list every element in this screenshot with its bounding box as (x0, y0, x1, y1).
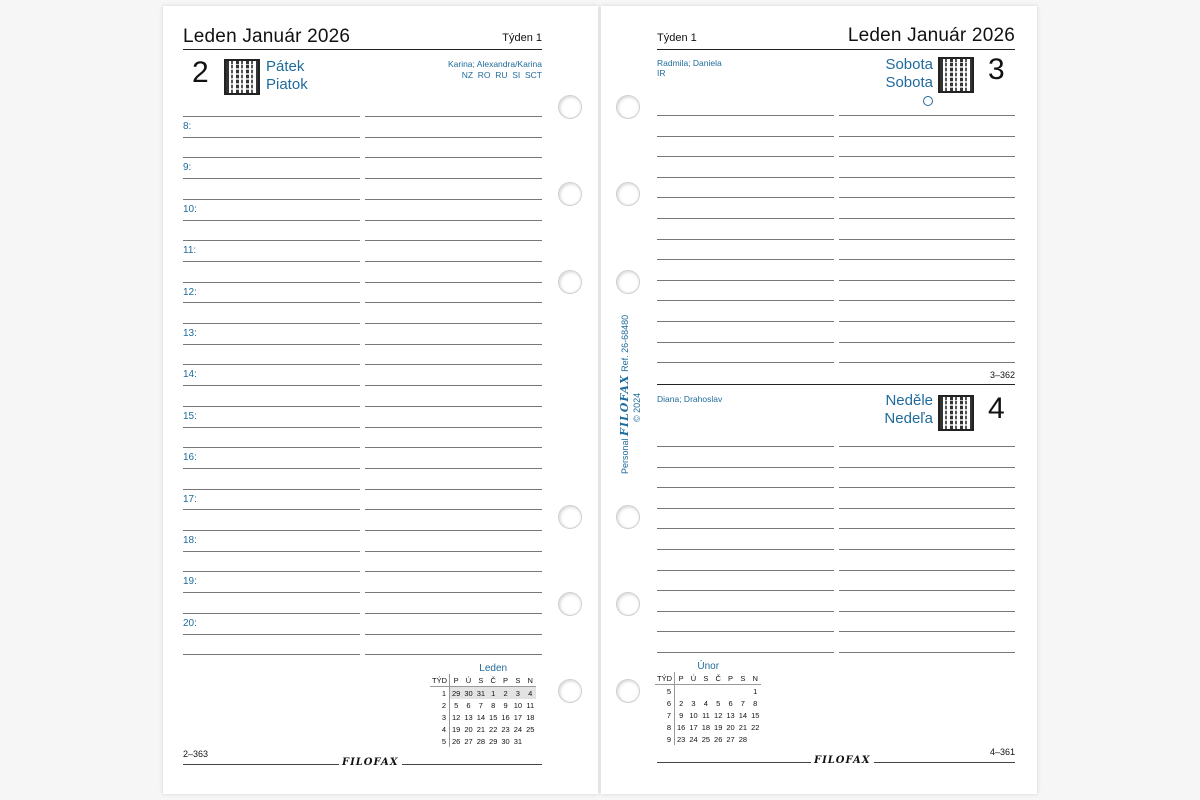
calendar-header: S (512, 674, 524, 687)
calendar-header: Ú (462, 674, 474, 687)
binder-hole (558, 679, 582, 703)
calendar-header: S (475, 674, 487, 687)
sat-page-number: 3–362 (989, 370, 1015, 380)
ruled-line (365, 509, 542, 510)
day-name-sk: Piatok (266, 76, 308, 93)
hour-label: 9: (183, 162, 192, 174)
hour-label: 12: (183, 286, 197, 298)
calendar-month: Únor (697, 661, 720, 672)
spine-personal: Personal (620, 438, 630, 474)
calendar-day: 14 (738, 710, 748, 720)
namedays: Karina; Alexandra/Karina (447, 59, 542, 69)
ruled-line (183, 551, 360, 552)
binder-hole (616, 270, 640, 294)
ruled-line (365, 489, 542, 490)
calendar-day: 11 (526, 700, 535, 710)
calendar-day: 15 (489, 712, 498, 722)
qr-code (938, 395, 974, 431)
ruled-line (183, 447, 360, 448)
sun-name-cz: Neděle (885, 392, 933, 409)
ruled-line (657, 611, 834, 612)
ruled-line (657, 631, 834, 632)
filofax-logo: FILOFAX (811, 755, 874, 766)
sat-namedays: Radmila; Daniela (657, 58, 722, 68)
ruled-line (183, 489, 360, 490)
mini-calendar (655, 661, 761, 745)
binder-hole (616, 505, 640, 529)
ruled-line (183, 137, 360, 138)
calendar-day: 23 (501, 724, 510, 734)
calendar-day (737, 685, 749, 698)
calendar-day: 28 (476, 736, 486, 746)
page-number: 4–361 (989, 747, 1015, 757)
ruled-line (365, 654, 542, 655)
hour-label: 18: (183, 535, 197, 546)
ruled-line (183, 261, 360, 262)
new-moon-icon (923, 96, 933, 106)
sat-holidays: IR (657, 68, 666, 78)
binder-hole (558, 95, 582, 119)
calendar-header: Č (487, 674, 499, 687)
calendar-day (712, 685, 724, 698)
calendar-day: 5 (716, 698, 721, 708)
binder-hole (616, 592, 640, 616)
ruled-line (657, 590, 834, 591)
spine-copyright: © 2024 (632, 392, 642, 422)
ruled-line (365, 406, 542, 407)
ruled-line (657, 342, 834, 343)
ruled-line (365, 220, 542, 221)
calendar-day: 29 (450, 687, 463, 700)
sun-day-number: 4 (988, 392, 1005, 425)
calendar-day: 28 (738, 734, 748, 744)
ruled-line (657, 652, 834, 653)
calendar-day: 8 (753, 698, 758, 708)
calendar-day (749, 733, 761, 745)
ruled-line (839, 177, 1015, 178)
ruled-line (839, 136, 1015, 137)
sat-name-cz: Sobota (885, 56, 933, 73)
ruled-line (839, 631, 1015, 632)
calendar-day: 22 (489, 724, 498, 734)
calendar-header: Č (712, 672, 724, 685)
hour-label: 14: (183, 369, 197, 381)
ruled-line (657, 300, 834, 301)
calendar-header: TÝD (655, 672, 675, 685)
ruled-line (183, 220, 360, 221)
calendar-day: 16 (677, 722, 686, 732)
ruled-line (657, 549, 834, 550)
calendar-day: 17 (513, 712, 523, 722)
ruled-line (657, 528, 834, 529)
ruled-line (657, 280, 834, 281)
ruled-line (839, 300, 1015, 301)
calendar-day: 27 (726, 734, 735, 744)
ruled-line (839, 156, 1015, 157)
hour-label: 19: (183, 576, 197, 588)
calendar-day: 20 (726, 722, 735, 732)
ruled-line (365, 261, 542, 262)
calendar-day: 2 (499, 687, 511, 700)
calendar-day: 26 (714, 734, 723, 744)
ruled-line (839, 115, 1015, 116)
calendar-table (655, 672, 761, 745)
calendar-header: P (675, 672, 688, 685)
calendar-day: 9 (503, 700, 508, 710)
spine-imprint (618, 315, 631, 474)
week-number: 6 (655, 697, 675, 709)
ruled-line (839, 197, 1015, 198)
ruled-line (839, 508, 1015, 509)
calendar-day: 13 (726, 710, 735, 720)
ruled-line (839, 239, 1015, 240)
calendar-day: 15 (751, 710, 760, 720)
binder-hole (558, 505, 582, 529)
ruled-line (657, 156, 834, 157)
ruled-line (657, 259, 834, 260)
hour-label: 17: (183, 493, 197, 505)
calendar-header: TÝD (430, 674, 450, 687)
ruled-line (365, 323, 542, 324)
ruled-line (365, 447, 542, 448)
ruled-line (839, 218, 1015, 219)
ruled-line (365, 468, 542, 469)
ruled-line (657, 321, 834, 322)
calendar-day: 24 (689, 734, 698, 744)
ruled-line (839, 487, 1015, 488)
ruled-line (183, 634, 360, 635)
calendar-day: 6 (466, 700, 471, 710)
ruled-line (183, 282, 360, 283)
hour-label: 15: (183, 410, 197, 422)
ruled-line (839, 362, 1015, 363)
calendar-day: 10 (513, 700, 523, 710)
ruled-line (183, 530, 360, 531)
calendar-day: 25 (701, 734, 711, 744)
calendar-day: 12 (714, 710, 723, 720)
ruled-line (183, 654, 360, 655)
ruled-line (365, 592, 542, 593)
hour-label: 11: (183, 245, 197, 257)
ruled-line (365, 613, 542, 614)
calendar-header: N (524, 674, 536, 687)
calendar-day: 4 (703, 698, 708, 708)
calendar-day: 19 (452, 724, 461, 734)
ruled-line (839, 280, 1015, 281)
week-label: Týden 1 (657, 32, 697, 44)
ruled-line (839, 652, 1015, 653)
holidays: NZ RO RU SI SCT (461, 70, 542, 80)
ruled-line (365, 551, 542, 552)
calendar-day: 24 (513, 724, 523, 734)
ruled-line (183, 178, 360, 179)
ruled-line (365, 530, 542, 531)
day-number: 2 (192, 56, 209, 89)
ruled-line (365, 137, 542, 138)
ruled-line (657, 467, 834, 468)
calendar-day: 9 (679, 710, 684, 720)
ruled-line (365, 344, 542, 345)
calendar-header: S (700, 672, 712, 685)
ruled-line (365, 302, 542, 303)
calendar-day: 8 (491, 700, 496, 710)
ruled-line (365, 157, 542, 158)
ruled-line (839, 446, 1015, 447)
calendar-day: 23 (677, 734, 686, 744)
ruled-line (183, 240, 360, 241)
calendar-day: 5 (454, 700, 459, 710)
ruled-line (365, 199, 542, 200)
ruled-line (183, 116, 360, 117)
calendar-day: 3 (512, 687, 524, 700)
ruled-line (183, 509, 360, 510)
ruled-line (365, 116, 542, 117)
day-name-cz: Pátek (266, 58, 305, 75)
sun-name-sk: Nedeľa (884, 410, 933, 427)
hour-label: 13: (183, 328, 197, 339)
ruled-line (183, 571, 360, 572)
ruled-line (183, 406, 360, 407)
week-number: 5 (430, 735, 450, 747)
title-rule (657, 49, 1015, 50)
calendar-day: 3 (691, 698, 696, 708)
binder-hole (558, 592, 582, 616)
week-label: Týden 1 (502, 32, 542, 44)
week-number: 9 (655, 733, 675, 745)
calendar-day: 17 (689, 722, 698, 732)
ruled-line (365, 282, 542, 283)
calendar-day: 12 (452, 712, 461, 722)
calendar-day (524, 735, 536, 747)
calendar-table (430, 674, 536, 747)
month-title: Leden Január 2026 (847, 25, 1015, 46)
week-number: 5 (655, 685, 675, 698)
calendar-header: P (450, 674, 463, 687)
calendar-day: 1 (753, 686, 758, 696)
calendar-day: 14 (476, 712, 486, 722)
hour-label: 10: (183, 203, 197, 215)
filofax-logo: FILOFAX (339, 757, 402, 768)
sat-day-number: 3 (988, 53, 1005, 86)
calendar-day: 18 (701, 722, 711, 732)
calendar-day: 21 (476, 724, 486, 734)
ruled-line (839, 259, 1015, 260)
day-divider (657, 384, 1015, 385)
ruled-line (183, 592, 360, 593)
ruled-line (657, 362, 834, 363)
ruled-line (183, 427, 360, 428)
calendar-day: 2 (679, 698, 684, 708)
calendar-day (675, 685, 688, 698)
ruled-line (365, 427, 542, 428)
ruled-line (183, 323, 360, 324)
ruled-line (365, 178, 542, 179)
ruled-line (183, 613, 360, 614)
binder-hole (616, 679, 640, 703)
hour-label: 8: (183, 121, 192, 132)
sat-name-sk: Sobota (885, 74, 933, 91)
calendar-day: 20 (464, 724, 473, 734)
ruled-line (183, 385, 360, 386)
left-page (163, 6, 598, 794)
mini-calendar (430, 663, 536, 747)
calendar-day: 13 (464, 712, 473, 722)
binder-hole (616, 95, 640, 119)
week-number: 4 (430, 723, 450, 735)
ruled-line (365, 571, 542, 572)
ruled-line (839, 342, 1015, 343)
calendar-day: 7 (478, 700, 483, 710)
binder-hole (558, 270, 582, 294)
qr-code (938, 57, 974, 93)
calendar-day: 1 (487, 687, 499, 700)
week-number: 7 (655, 709, 675, 721)
calendar-header: Ú (687, 672, 699, 685)
ruled-line (657, 218, 834, 219)
week-number: 1 (430, 687, 450, 700)
ruled-line (365, 240, 542, 241)
calendar-day: 27 (464, 736, 473, 746)
calendar-day: 11 (701, 710, 710, 720)
week-number: 2 (430, 699, 450, 711)
sun-namedays: Diana; Drahoslav (657, 394, 723, 404)
ruled-line (365, 385, 542, 386)
ruled-line (183, 302, 360, 303)
ruled-line (657, 239, 834, 240)
calendar-day: 10 (689, 710, 698, 720)
ruled-line (839, 570, 1015, 571)
qr-code (224, 59, 260, 95)
ruled-line (657, 177, 834, 178)
calendar-day: 22 (751, 722, 760, 732)
ruled-line (839, 611, 1015, 612)
ruled-line (657, 487, 834, 488)
week-number: 3 (430, 711, 450, 723)
calendar-day: 31 (513, 736, 523, 746)
calendar-day: 25 (526, 724, 535, 734)
ruled-line (839, 549, 1015, 550)
calendar-day: 4 (524, 687, 536, 700)
right-page (601, 6, 1037, 794)
hour-label: 16: (183, 452, 197, 464)
ruled-line (657, 508, 834, 509)
calendar-day (687, 685, 699, 698)
calendar-day: 6 (728, 698, 733, 708)
calendar-day: 30 (464, 688, 473, 698)
calendar-day: 7 (740, 698, 745, 708)
calendar-day: 19 (714, 722, 723, 732)
spine-brand: FILOFAX (618, 374, 631, 436)
ruled-line (839, 467, 1015, 468)
calendar-day (724, 685, 736, 698)
ruled-line (657, 115, 834, 116)
calendar-header: S (737, 672, 749, 685)
calendar-day: 21 (738, 722, 748, 732)
calendar-header: N (749, 672, 761, 685)
week-number: 8 (655, 721, 675, 733)
ruled-line (657, 446, 834, 447)
title-rule (183, 49, 542, 50)
month-title: Leden Január 2026 (183, 26, 351, 47)
ruled-line (183, 364, 360, 365)
ruled-line (657, 197, 834, 198)
binder-hole (558, 182, 582, 206)
ruled-line (657, 136, 834, 137)
calendar-day: 26 (452, 736, 461, 746)
hour-label: 20: (183, 617, 197, 629)
calendar-day: 29 (489, 736, 498, 746)
ruled-line (183, 157, 360, 158)
calendar-day: 31 (476, 688, 486, 698)
ruled-line (365, 364, 542, 365)
calendar-day (700, 685, 712, 698)
ruled-line (183, 344, 360, 345)
calendar-day: 16 (501, 712, 510, 722)
ruled-line (657, 570, 834, 571)
page-number: 2–363 (183, 749, 209, 759)
spine-ref: Ref. 26-68480 (620, 314, 630, 372)
calendar-day: 18 (526, 712, 535, 722)
ruled-line (365, 634, 542, 635)
ruled-line (839, 321, 1015, 322)
ruled-line (839, 590, 1015, 591)
binder-hole (616, 182, 640, 206)
calendar-month: Leden (479, 663, 508, 674)
calendar-day: 30 (501, 736, 510, 746)
ruled-line (183, 199, 360, 200)
ruled-line (183, 468, 360, 469)
ruled-line (839, 528, 1015, 529)
calendar-header: P (724, 672, 736, 685)
calendar-header: P (499, 674, 511, 687)
